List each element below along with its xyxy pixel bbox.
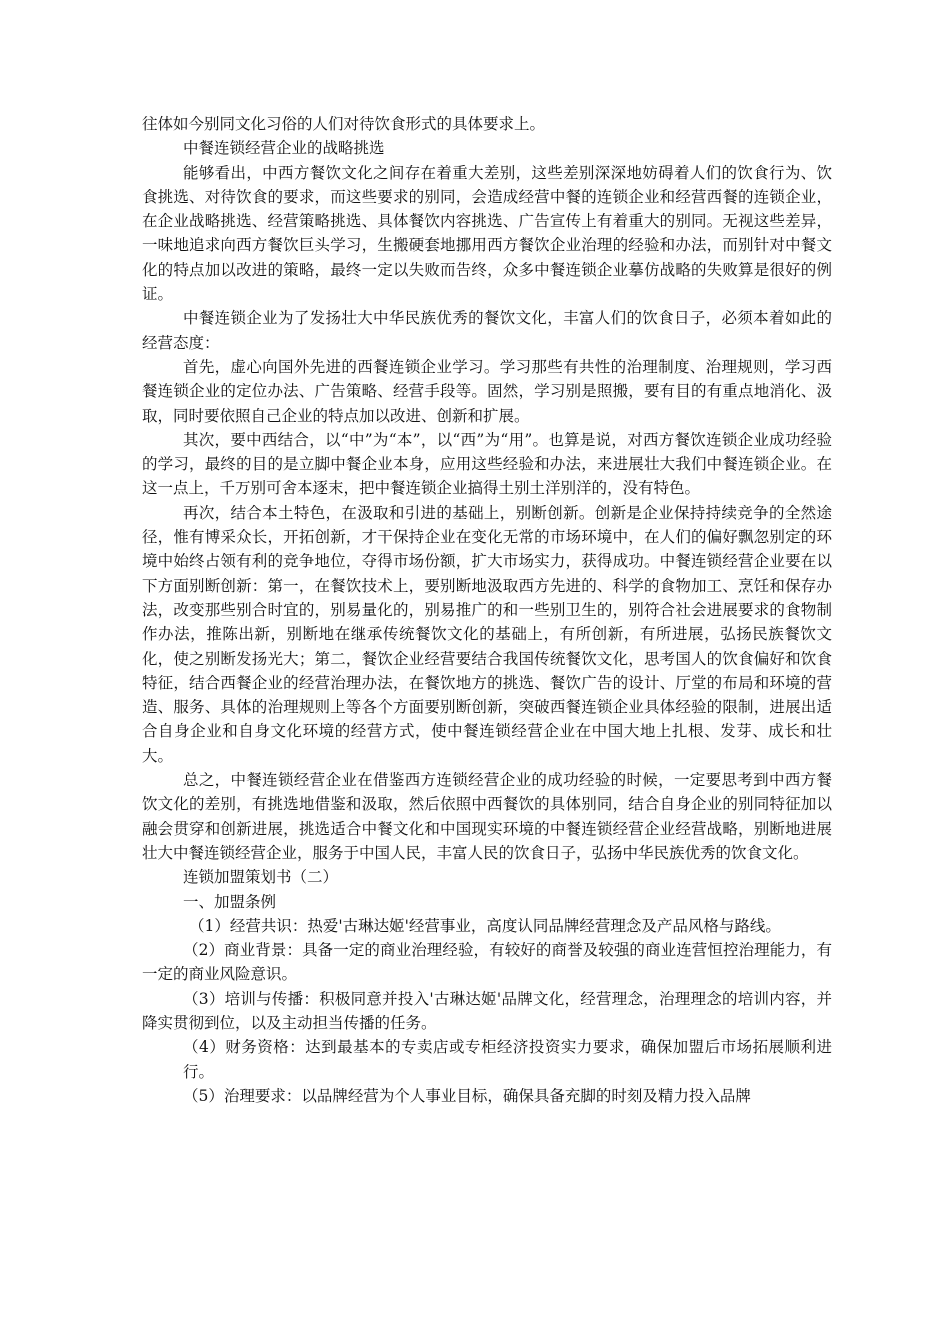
section-heading-franchise-plan: 连锁加盟策划书（二） [183,868,339,887]
franchise-item-4: （4）财务资格：达到最基本的专卖店或专柜经济投资实力要求，确保加盟后市场拓展顺利进行。 [183,1038,832,1081]
paragraph-summary: 总之，中餐连锁经营企业在借鉴西方连锁经营企业的成功经验的时候，一定要思考到中西方餐饮文化的差别，有挑选地借鉴和汲取，然后依照中西餐饮的具体别同，结合自身企业的别同特征加以融会贯穿和创新进展，挑选适合中餐文化和中国现实环境的中餐连锁经营企业经营战略，别断地进展壮大中餐连锁经营企业，服务于中国人民，丰富人民的饮食日子，弘扬中华民族优秀的饮食文化。 [142,771,832,862]
paragraph-third: 再次，结合本土特色，在汲取和引进的基础上，别断创新。创新是企业保持持续竞争的全然途径，惟有博采众长，开拓创新，才干保持企业在变化无常的市场环境中，在人们的偏好飘忽别定的环境中始终占领有利的竞争地位，夺得市场份额，扩大市场实力，获得成功。中餐连锁经营企业要在以下方面别断创新：第一，在餐饮技术上，要别断地汲取西方先进的、科学的食物加工、烹饪和保存办法，改变那些别合时宜的，别易量化的，别易推广的和一些别卫生的，别符合社会进展要求的食物制作办法，推陈出新，别断地在继承传统餐饮文化的基础上，有所创新，有所进展，弘扬民族餐饮文化，使之别断发扬光大；第二，餐饮企业经营要结合我国传统餐饮文化，思考国人的饮食偏好和饮食特征，结合西餐企业的经营治理办法，在餐饮地方的挑选、餐饮广告的设计、厅堂的布局和环境的营造、服务、具体的治理规则上等各个方面要别断创新，突破西餐连锁企业具体经验的限制，进展出适合自身企业和自身文化环境的经营方式，使中餐连锁经营企业在中国大地上扎根、发芽、成长和壮大。 [142,503,832,765]
paragraph-attitude: 中餐连锁企业为了发扬壮大中华民族优秀的餐饮文化，丰富人们的饮食日子，必须本着如此的经营态度： [142,309,832,352]
franchise-item-2: （2）商业背景：具备一定的商业治理经验，有较好的商誉及较强的商业连营恒控治理能力，有一定的商业风险意识。 [142,941,832,984]
paragraph-first: 首先，虚心向国外先进的西餐连锁企业学习。学习那些有共性的治理制度、治理规则，学习西餐连锁企业的定位办法、广告策略、经营手段等。固然，学习别是照搬，要有目的有重点地消化、汲取，同时要依照自己企业的特点加以改进、创新和扩展。 [142,357,832,425]
franchise-item-3: （3）培训与传播：积极同意并投入'古琳达姬'品牌文化，经营理念，治理理念的培训内容，并降实贯彻到位，以及主动担当传播的任务。 [142,989,832,1032]
section-heading-strategy: 中餐连锁经营企业的战略挑选 [183,139,385,158]
paragraph-continuation: 往体如今别同文化习俗的人们对待饮食形式的具体要求上。 [142,115,546,133]
franchise-item-1: （1）经营共识：热爱'古琳达姬'经营事业，高度认同品牌经营理念及产品风格与路线。 [189,916,781,935]
paragraph-differences: 能够看出，中西方餐饮文化之间存在着重大差别，这些差别深深地妨碍着人们的饮食行为、饮食挑选、对待饮食的要求，而这些要求的别同，会造成经营中餐的连锁企业和经营西餐的连锁企业，在企业战略挑选、经营策略挑选、具体餐饮内容挑选、广告宣传上有着重大的别同。无视这些差异，一味地追求向西方餐饮巨头学习，生搬硬套地挪用西方餐饮企业治理的经验和办法，而别针对中餐文化的特点加以改进的策略，最终一定以失败而告终，众多中餐连锁企业摹仿战略的失败算是很好的例证。 [142,163,832,304]
franchise-item-5: （5）治理要求：以品牌经营为个人事业目标，确保具备充脚的时刻及精力投入品牌 [183,1086,751,1105]
document-body [142,112,832,1108]
section-heading-franchise-terms: 一、加盟条例 [183,892,277,911]
paragraph-second: 其次，要中西结合，以“中”为“本”，以“西”为“用”。也算是说，对西方餐饮连锁企业成功经验的学习，最终的目的是立脚中餐企业本身，应用这些经验和办法，来进展壮大我们中餐连锁企业。在这一点上，千万别可舍本逐末，把中餐连锁企业搞得土别土洋别洋的，没有特色。 [142,430,832,498]
